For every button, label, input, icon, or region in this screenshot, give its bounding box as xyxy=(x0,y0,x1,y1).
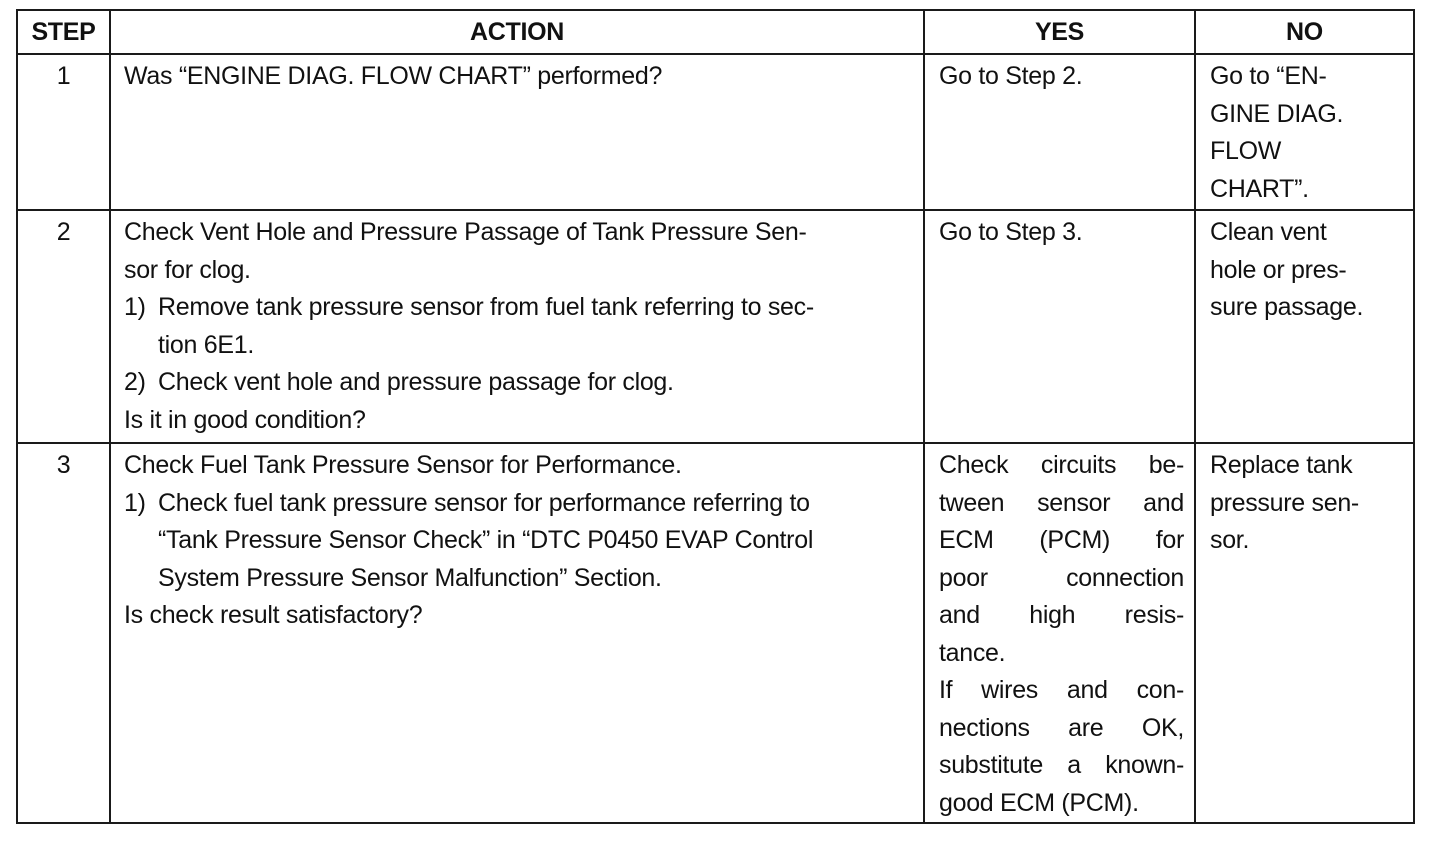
substep-number: 1) xyxy=(124,488,146,517)
substep-text: Check vent hole and pressure passage for clog. xyxy=(158,368,674,396)
no-line: pressure sen- xyxy=(1210,488,1359,517)
step-number: 1 xyxy=(17,54,110,210)
action-cell xyxy=(110,54,924,210)
yes-cell xyxy=(924,54,1195,210)
no-line: GINE DIAG. xyxy=(1210,99,1344,128)
substep-continuation: “Tank Pressure Sensor Check” in “DTC P0450 EVAP Control xyxy=(158,526,814,554)
action-substep xyxy=(124,364,913,402)
yes-line: Check circuits be- xyxy=(939,451,1184,479)
yes-line: ECM (PCM) for xyxy=(939,526,1184,554)
action-substep xyxy=(124,289,913,364)
yes-line: tween sensor and xyxy=(939,488,1184,517)
no-line: FLOW xyxy=(1210,137,1282,165)
header-action: ACTION xyxy=(110,10,924,54)
substep-text: Check fuel tank pressure sensor for performance referring to xyxy=(158,488,810,517)
no-line: sor. xyxy=(1210,526,1250,554)
no-line: Replace tank xyxy=(1210,451,1353,479)
substep-number: 2) xyxy=(124,368,146,396)
table-row xyxy=(17,443,1414,823)
action-line: Check Vent Hole and Pressure Passage of Tank Pressure Sen- xyxy=(124,218,807,246)
action-substep xyxy=(124,485,913,598)
no-cell xyxy=(1195,443,1414,823)
step-number: 2 xyxy=(17,210,110,443)
yes-cell xyxy=(924,210,1195,443)
no-line: hole or pres- xyxy=(1210,255,1347,284)
yes-line: tance. xyxy=(939,638,1006,667)
header-step: STEP xyxy=(17,10,110,54)
action-cell xyxy=(110,443,924,823)
table-row xyxy=(17,210,1414,443)
header-no: NO xyxy=(1195,10,1414,54)
yes-line: nections are OK, xyxy=(939,713,1184,742)
step-number: 3 xyxy=(17,443,110,823)
substep-number: 1) xyxy=(124,293,146,321)
action-question: Is it in good condition? xyxy=(124,405,366,434)
substep-continuation: System Pressure Sensor Malfunction” Section. xyxy=(158,563,662,592)
action-question: Is check result satisfactory? xyxy=(124,601,423,629)
yes-line: and high resis- xyxy=(939,601,1184,629)
action-line: Was “ENGINE DIAG. FLOW CHART” performed? xyxy=(124,62,663,90)
substep-text: Remove tank pressure sensor from fuel tank referring to sec- xyxy=(158,293,814,321)
yes-line: good ECM (PCM). xyxy=(939,788,1139,817)
action-line: Check Fuel Tank Pressure Sensor for Performance. xyxy=(124,451,682,479)
header-row xyxy=(17,10,1414,54)
no-line: Go to “EN- xyxy=(1210,62,1327,90)
yes-line: substitute a known- xyxy=(939,751,1184,779)
yes-line: poor connection xyxy=(939,563,1184,592)
yes-line: Go to Step 3. xyxy=(939,218,1083,246)
no-cell xyxy=(1195,210,1414,443)
no-line: sure passage. xyxy=(1210,293,1364,321)
no-line: Clean vent xyxy=(1210,218,1327,246)
table-row xyxy=(17,54,1414,210)
action-line: sor for clog. xyxy=(124,255,251,284)
no-line: CHART”. xyxy=(1210,174,1309,203)
yes-line: Go to Step 2. xyxy=(939,62,1083,90)
yes-line: If wires and con- xyxy=(939,676,1184,704)
action-cell xyxy=(110,210,924,443)
header-yes: YES xyxy=(924,10,1195,54)
yes-cell xyxy=(924,443,1195,823)
substep-continuation: tion 6E1. xyxy=(158,330,254,359)
diagnostic-table xyxy=(16,9,1415,824)
no-cell xyxy=(1195,54,1414,210)
